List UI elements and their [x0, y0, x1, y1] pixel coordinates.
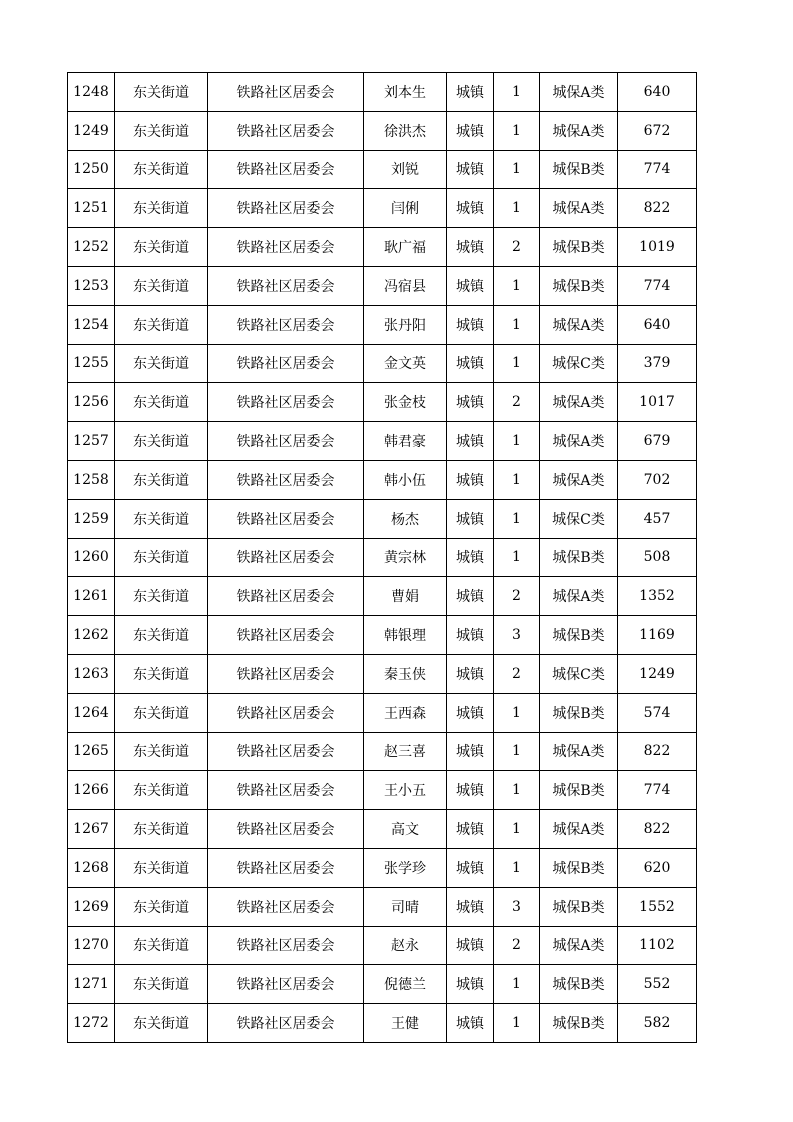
category-cell: 城保B类	[540, 266, 618, 305]
household-type-cell: 城镇	[447, 965, 494, 1004]
street-cell: 东关街道	[115, 499, 208, 538]
table-row	[68, 150, 697, 189]
street-cell: 东关街道	[115, 577, 208, 616]
table-row	[68, 422, 697, 461]
amount-cell: 640	[618, 73, 697, 112]
name-cell: 韩银理	[364, 616, 447, 655]
row-number: 1265	[68, 732, 115, 771]
row-number: 1248	[68, 73, 115, 112]
household-type-cell: 城镇	[447, 848, 494, 887]
household-type-cell: 城镇	[447, 266, 494, 305]
table-row	[68, 305, 697, 344]
household-size-cell: 1	[494, 499, 540, 538]
name-cell: 冯宿县	[364, 266, 447, 305]
amount-cell: 1017	[618, 383, 697, 422]
row-number: 1259	[68, 499, 115, 538]
name-cell: 徐洪杰	[364, 111, 447, 150]
table-row	[68, 1004, 697, 1043]
amount-cell: 702	[618, 460, 697, 499]
row-number: 1260	[68, 538, 115, 577]
name-cell: 韩小伍	[364, 460, 447, 499]
household-size-cell: 2	[494, 926, 540, 965]
household-type-cell: 城镇	[447, 111, 494, 150]
street-cell: 东关街道	[115, 810, 208, 849]
table-row	[68, 926, 697, 965]
household-size-cell: 1	[494, 732, 540, 771]
community-cell: 铁路社区居委会	[208, 810, 364, 849]
category-cell: 城保B类	[540, 771, 618, 810]
amount-cell: 552	[618, 965, 697, 1004]
community-cell: 铁路社区居委会	[208, 422, 364, 461]
table-row	[68, 771, 697, 810]
amount-cell: 774	[618, 150, 697, 189]
community-cell: 铁路社区居委会	[208, 887, 364, 926]
community-cell: 铁路社区居委会	[208, 616, 364, 655]
street-cell: 东关街道	[115, 926, 208, 965]
amount-cell: 457	[618, 499, 697, 538]
household-size-cell: 1	[494, 693, 540, 732]
street-cell: 东关街道	[115, 460, 208, 499]
street-cell: 东关街道	[115, 111, 208, 150]
category-cell: 城保B类	[540, 693, 618, 732]
community-cell: 铁路社区居委会	[208, 538, 364, 577]
household-size-cell: 1	[494, 538, 540, 577]
category-cell: 城保B类	[540, 1004, 618, 1043]
name-cell: 张金枝	[364, 383, 447, 422]
category-cell: 城保C类	[540, 499, 618, 538]
name-cell: 倪德兰	[364, 965, 447, 1004]
row-number: 1261	[68, 577, 115, 616]
table-row	[68, 538, 697, 577]
household-type-cell: 城镇	[447, 499, 494, 538]
category-cell: 城保A类	[540, 460, 618, 499]
row-number: 1258	[68, 460, 115, 499]
row-number: 1272	[68, 1004, 115, 1043]
household-size-cell: 1	[494, 1004, 540, 1043]
category-cell: 城保A类	[540, 73, 618, 112]
community-cell: 铁路社区居委会	[208, 965, 364, 1004]
household-size-cell: 1	[494, 422, 540, 461]
household-type-cell: 城镇	[447, 460, 494, 499]
street-cell: 东关街道	[115, 538, 208, 577]
household-size-cell: 2	[494, 577, 540, 616]
name-cell: 韩君豪	[364, 422, 447, 461]
household-size-cell: 1	[494, 305, 540, 344]
community-cell: 铁路社区居委会	[208, 111, 364, 150]
street-cell: 东关街道	[115, 732, 208, 771]
street-cell: 东关街道	[115, 1004, 208, 1043]
household-size-cell: 2	[494, 228, 540, 267]
category-cell: 城保B类	[540, 228, 618, 267]
household-size-cell: 3	[494, 616, 540, 655]
category-cell: 城保A类	[540, 577, 618, 616]
roster-table	[67, 72, 697, 1043]
street-cell: 东关街道	[115, 693, 208, 732]
name-cell: 张丹阳	[364, 305, 447, 344]
household-size-cell: 1	[494, 111, 540, 150]
amount-cell: 620	[618, 848, 697, 887]
table-row	[68, 499, 697, 538]
row-number: 1268	[68, 848, 115, 887]
table-row	[68, 732, 697, 771]
row-number: 1252	[68, 228, 115, 267]
household-size-cell: 1	[494, 810, 540, 849]
household-size-cell: 1	[494, 771, 540, 810]
name-cell: 张学珍	[364, 848, 447, 887]
row-number: 1250	[68, 150, 115, 189]
household-size-cell: 3	[494, 887, 540, 926]
name-cell: 高文	[364, 810, 447, 849]
household-type-cell: 城镇	[447, 616, 494, 655]
household-size-cell: 1	[494, 848, 540, 887]
row-number: 1257	[68, 422, 115, 461]
row-number: 1267	[68, 810, 115, 849]
category-cell: 城保B类	[540, 887, 618, 926]
community-cell: 铁路社区居委会	[208, 305, 364, 344]
household-type-cell: 城镇	[447, 654, 494, 693]
row-number: 1253	[68, 266, 115, 305]
community-cell: 铁路社区居委会	[208, 693, 364, 732]
name-cell: 黄宗林	[364, 538, 447, 577]
table-row	[68, 848, 697, 887]
name-cell: 秦玉侠	[364, 654, 447, 693]
household-type-cell: 城镇	[447, 771, 494, 810]
amount-cell: 672	[618, 111, 697, 150]
household-type-cell: 城镇	[447, 887, 494, 926]
category-cell: 城保B类	[540, 848, 618, 887]
household-type-cell: 城镇	[447, 383, 494, 422]
household-type-cell: 城镇	[447, 810, 494, 849]
household-size-cell: 1	[494, 344, 540, 383]
community-cell: 铁路社区居委会	[208, 577, 364, 616]
street-cell: 东关街道	[115, 654, 208, 693]
amount-cell: 1352	[618, 577, 697, 616]
row-number: 1264	[68, 693, 115, 732]
household-size-cell: 1	[494, 965, 540, 1004]
community-cell: 铁路社区居委会	[208, 189, 364, 228]
row-number: 1254	[68, 305, 115, 344]
name-cell: 刘锐	[364, 150, 447, 189]
category-cell: 城保B类	[540, 616, 618, 655]
name-cell: 赵永	[364, 926, 447, 965]
roster-table-body	[68, 73, 697, 1043]
street-cell: 东关街道	[115, 305, 208, 344]
household-type-cell: 城镇	[447, 344, 494, 383]
street-cell: 东关街道	[115, 266, 208, 305]
table-row	[68, 73, 697, 112]
row-number: 1249	[68, 111, 115, 150]
household-type-cell: 城镇	[447, 1004, 494, 1043]
household-type-cell: 城镇	[447, 422, 494, 461]
community-cell: 铁路社区居委会	[208, 499, 364, 538]
category-cell: 城保A类	[540, 111, 618, 150]
name-cell: 王健	[364, 1004, 447, 1043]
table-row	[68, 654, 697, 693]
community-cell: 铁路社区居委会	[208, 266, 364, 305]
table-row	[68, 693, 697, 732]
street-cell: 东关街道	[115, 344, 208, 383]
category-cell: 城保A类	[540, 732, 618, 771]
name-cell: 王西森	[364, 693, 447, 732]
table-row	[68, 228, 697, 267]
category-cell: 城保A类	[540, 383, 618, 422]
row-number: 1256	[68, 383, 115, 422]
street-cell: 东关街道	[115, 848, 208, 887]
name-cell: 杨杰	[364, 499, 447, 538]
household-size-cell: 1	[494, 73, 540, 112]
amount-cell: 1552	[618, 887, 697, 926]
table-row	[68, 965, 697, 1004]
amount-cell: 379	[618, 344, 697, 383]
amount-cell: 574	[618, 693, 697, 732]
amount-cell: 1102	[618, 926, 697, 965]
amount-cell: 774	[618, 266, 697, 305]
community-cell: 铁路社区居委会	[208, 926, 364, 965]
table-row	[68, 344, 697, 383]
row-number: 1255	[68, 344, 115, 383]
name-cell: 耿广福	[364, 228, 447, 267]
community-cell: 铁路社区居委会	[208, 771, 364, 810]
household-size-cell: 2	[494, 654, 540, 693]
street-cell: 东关街道	[115, 616, 208, 655]
street-cell: 东关街道	[115, 189, 208, 228]
street-cell: 东关街道	[115, 150, 208, 189]
amount-cell: 640	[618, 305, 697, 344]
category-cell: 城保C类	[540, 344, 618, 383]
community-cell: 铁路社区居委会	[208, 460, 364, 499]
community-cell: 铁路社区居委会	[208, 228, 364, 267]
amount-cell: 822	[618, 810, 697, 849]
household-type-cell: 城镇	[447, 305, 494, 344]
row-number: 1266	[68, 771, 115, 810]
household-size-cell: 1	[494, 150, 540, 189]
street-cell: 东关街道	[115, 771, 208, 810]
household-type-cell: 城镇	[447, 538, 494, 577]
table-row	[68, 887, 697, 926]
category-cell: 城保A类	[540, 926, 618, 965]
household-size-cell: 2	[494, 383, 540, 422]
row-number: 1271	[68, 965, 115, 1004]
table-row	[68, 383, 697, 422]
household-type-cell: 城镇	[447, 189, 494, 228]
name-cell: 刘本生	[364, 73, 447, 112]
amount-cell: 1169	[618, 616, 697, 655]
table-row	[68, 460, 697, 499]
street-cell: 东关街道	[115, 383, 208, 422]
amount-cell: 774	[618, 771, 697, 810]
category-cell: 城保B类	[540, 150, 618, 189]
name-cell: 曹娟	[364, 577, 447, 616]
household-type-cell: 城镇	[447, 926, 494, 965]
table-row	[68, 810, 697, 849]
household-type-cell: 城镇	[447, 228, 494, 267]
name-cell: 赵三喜	[364, 732, 447, 771]
category-cell: 城保A类	[540, 810, 618, 849]
street-cell: 东关街道	[115, 887, 208, 926]
category-cell: 城保C类	[540, 654, 618, 693]
row-number: 1269	[68, 887, 115, 926]
street-cell: 东关街道	[115, 228, 208, 267]
category-cell: 城保B类	[540, 965, 618, 1004]
community-cell: 铁路社区居委会	[208, 383, 364, 422]
household-type-cell: 城镇	[447, 693, 494, 732]
row-number: 1270	[68, 926, 115, 965]
household-size-cell: 1	[494, 266, 540, 305]
household-type-cell: 城镇	[447, 150, 494, 189]
amount-cell: 679	[618, 422, 697, 461]
community-cell: 铁路社区居委会	[208, 150, 364, 189]
amount-cell: 582	[618, 1004, 697, 1043]
name-cell: 金文英	[364, 344, 447, 383]
street-cell: 东关街道	[115, 422, 208, 461]
community-cell: 铁路社区居委会	[208, 344, 364, 383]
name-cell: 闫俐	[364, 189, 447, 228]
name-cell: 司晴	[364, 887, 447, 926]
row-number: 1251	[68, 189, 115, 228]
amount-cell: 1019	[618, 228, 697, 267]
row-number: 1262	[68, 616, 115, 655]
community-cell: 铁路社区居委会	[208, 1004, 364, 1043]
community-cell: 铁路社区居委会	[208, 732, 364, 771]
street-cell: 东关街道	[115, 965, 208, 1004]
household-size-cell: 1	[494, 460, 540, 499]
household-size-cell: 1	[494, 189, 540, 228]
table-row	[68, 189, 697, 228]
name-cell: 王小五	[364, 771, 447, 810]
table-row	[68, 616, 697, 655]
amount-cell: 822	[618, 189, 697, 228]
table-row	[68, 577, 697, 616]
community-cell: 铁路社区居委会	[208, 654, 364, 693]
amount-cell: 822	[618, 732, 697, 771]
community-cell: 铁路社区居委会	[208, 848, 364, 887]
row-number: 1263	[68, 654, 115, 693]
household-type-cell: 城镇	[447, 577, 494, 616]
table-row	[68, 111, 697, 150]
category-cell: 城保B类	[540, 538, 618, 577]
category-cell: 城保A类	[540, 189, 618, 228]
household-type-cell: 城镇	[447, 73, 494, 112]
amount-cell: 1249	[618, 654, 697, 693]
category-cell: 城保A类	[540, 305, 618, 344]
household-type-cell: 城镇	[447, 732, 494, 771]
street-cell: 东关街道	[115, 73, 208, 112]
category-cell: 城保A类	[540, 422, 618, 461]
community-cell: 铁路社区居委会	[208, 73, 364, 112]
amount-cell: 508	[618, 538, 697, 577]
table-row	[68, 266, 697, 305]
